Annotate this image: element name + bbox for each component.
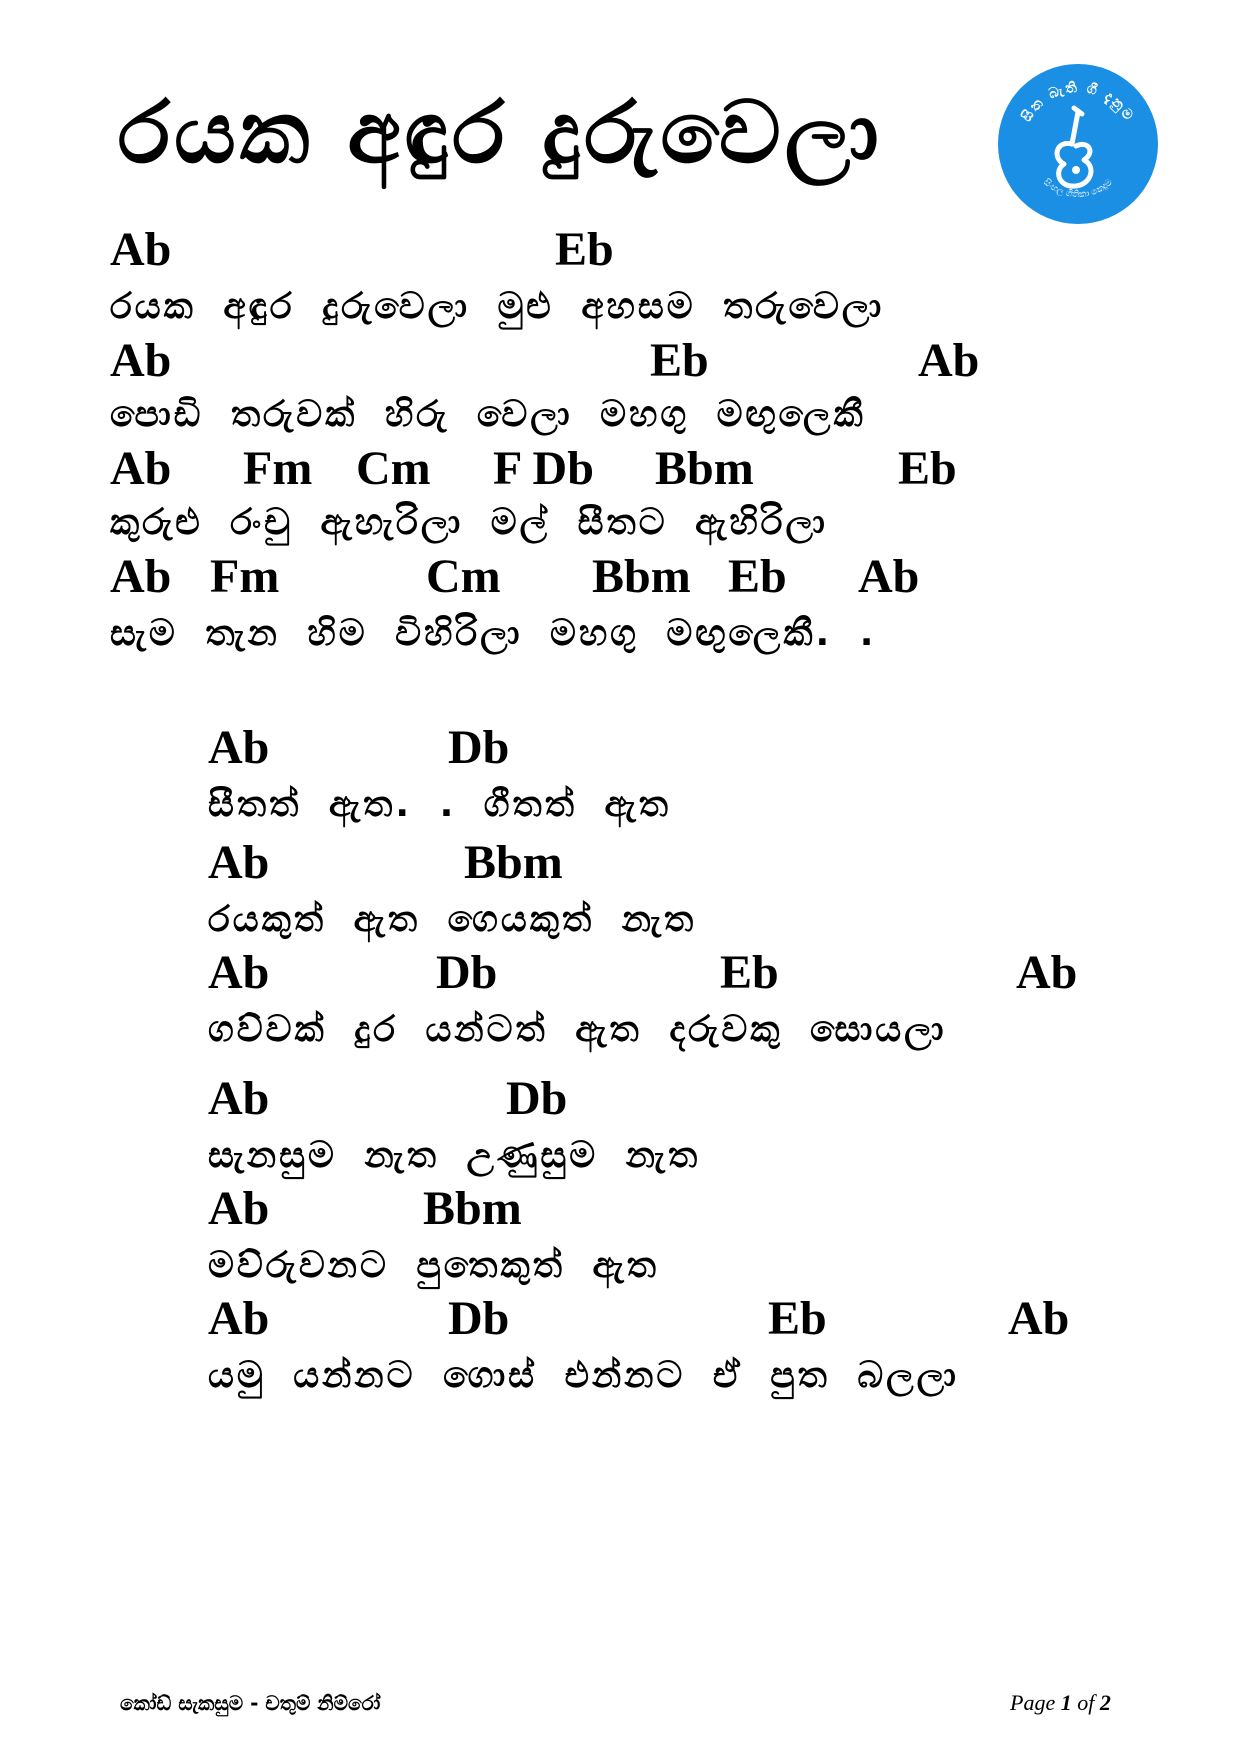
lyric-text: සැම තැන හිම විහිරිලා මහගු මඟුලෙකී. .	[110, 613, 877, 654]
chord-line	[0, 720, 1240, 780]
chord: Fm	[243, 442, 313, 495]
lyric-line	[0, 892, 1240, 952]
chord-line	[0, 333, 1240, 393]
lyric-line	[0, 1128, 1240, 1188]
chord-credit: කෝඩ් සැකසුම - චතුම් නිම්රෝ	[120, 1691, 381, 1715]
lyric-line	[0, 606, 1240, 666]
lyric-text: පොඩි තරුවක් හිරු වෙලා මහගු මඟුලෙකී	[110, 394, 866, 435]
lyric-text: මව්රුවනට පුතෙකුත් ඇත	[208, 1245, 659, 1286]
chord: Eb	[898, 442, 957, 495]
lyric-line	[0, 279, 1240, 339]
chord-line	[0, 1071, 1240, 1131]
chord: Ab	[208, 1182, 270, 1235]
lyric-line	[0, 777, 1240, 837]
lyric-text: ගව්වක් දුර යන්ටත් ඇත දරුවකු සොයලා	[208, 1009, 947, 1050]
chord: Eb	[555, 223, 614, 276]
lyric-line	[0, 1238, 1240, 1298]
lyric-text: සීතත් ඇත. . ගීතත් ඇත	[208, 784, 671, 825]
chord: Ab	[1008, 1292, 1070, 1345]
lyric-line	[0, 495, 1240, 555]
page-current: 1	[1060, 1690, 1072, 1715]
chord: Db	[436, 946, 498, 999]
chord: Ab	[110, 334, 172, 387]
chord: Eb	[728, 550, 787, 603]
chord: Db	[448, 721, 510, 774]
chord: Bbm	[655, 442, 754, 495]
chord: Bbm	[464, 836, 563, 889]
chord: Ab	[110, 550, 172, 603]
lyric-text: කුරුළු රංචු ඇහැරිලා මල් සීතට ඇහිරිලා	[110, 502, 828, 543]
page-indicator	[1010, 1688, 1111, 1718]
song-title: රයක අඳුර දුරුවෙලා	[118, 83, 883, 183]
lyric-line	[0, 387, 1240, 447]
chord-line	[0, 835, 1240, 895]
chord: Eb	[650, 334, 709, 387]
lyric-line	[0, 1002, 1240, 1062]
chord: Ab	[1016, 946, 1078, 999]
chord: Cm	[426, 550, 501, 603]
lyric-line	[0, 1348, 1240, 1408]
lyric-text: සැනසුම නැත උණුසුම නැත	[208, 1135, 701, 1176]
logo-bottom-text: සිංහල ගීතිකා කෙදුම	[1041, 177, 1115, 201]
chord: Fm	[210, 550, 280, 603]
chord: Cm	[356, 442, 431, 495]
chord: Bbm	[423, 1182, 522, 1235]
chord: Bbm	[592, 550, 691, 603]
chord: Eb	[720, 946, 779, 999]
chord: Ab	[110, 442, 172, 495]
chord: Ab	[208, 836, 270, 889]
chord-line	[0, 441, 1240, 501]
chord: Ab	[208, 721, 270, 774]
chord: Db	[506, 1072, 568, 1125]
chord: F Db	[493, 442, 594, 495]
site-logo	[996, 62, 1160, 226]
chord: Ab	[918, 334, 980, 387]
chord: Eb	[768, 1292, 827, 1345]
chord: Ab	[208, 1292, 270, 1345]
page-total: 2	[1099, 1690, 1111, 1715]
lyric-text: රයක අඳුර දුරුවෙලා මුළු අහසම තරුවෙලා	[110, 286, 885, 327]
page-prefix: Page	[1010, 1690, 1056, 1715]
chord-line	[0, 1291, 1240, 1351]
chord: Db	[448, 1292, 510, 1345]
chord-line	[0, 549, 1240, 609]
chord-line	[0, 945, 1240, 1005]
lyric-text: රයකුත් ඇත ගෙයකුත් නැත	[208, 899, 697, 940]
logo-top-text: සිත බැති ගී දැනුම	[1018, 79, 1138, 125]
chord: Ab	[208, 946, 270, 999]
chord-line	[0, 1181, 1240, 1241]
lyric-text: යමු යන්නට ගොස් එන්නට ඒ පුත බලලා	[208, 1355, 959, 1396]
chord: Ab	[110, 223, 172, 276]
page-of: of	[1077, 1690, 1095, 1715]
chord-line	[0, 222, 1240, 282]
chord: Ab	[208, 1072, 270, 1125]
chord: Ab	[858, 550, 920, 603]
